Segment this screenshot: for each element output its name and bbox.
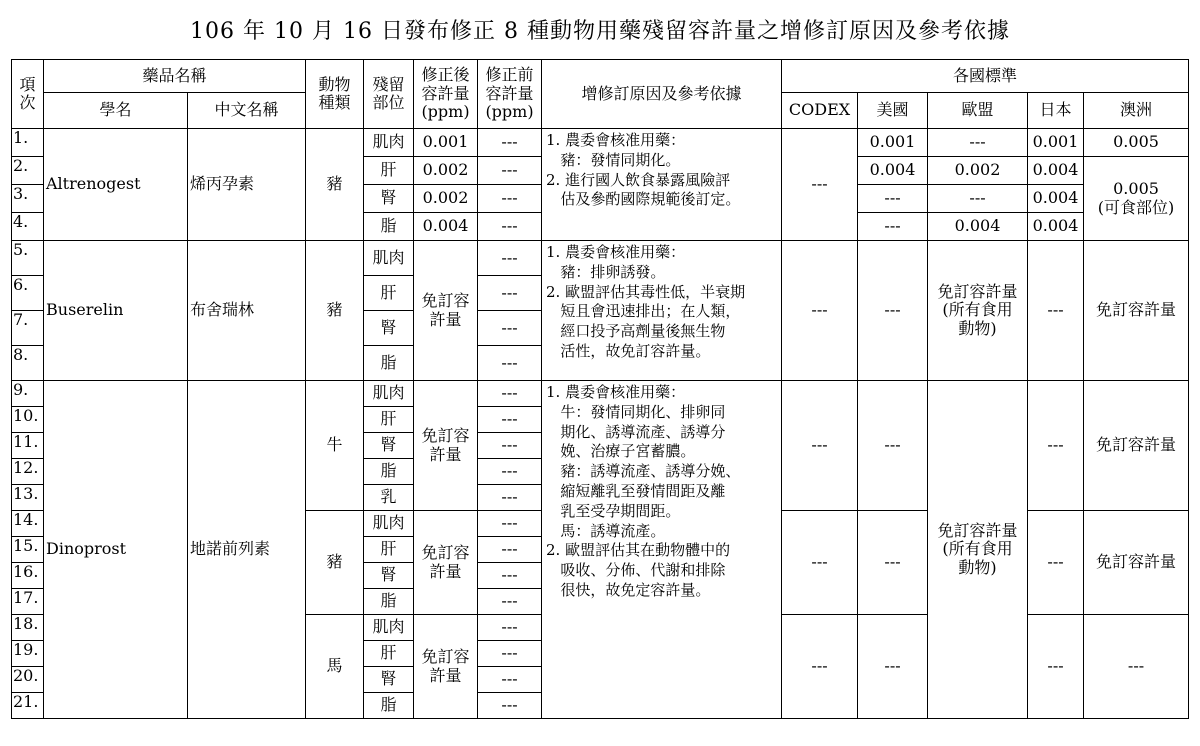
header-eu: 歐盟 xyxy=(928,93,1028,129)
reason-text: 1. 農委會核准用藥： 牛：發情同期化、排卵同 期化、誘導流產、誘導分 娩、治療子宮蓄膿。 豬：誘導流產、誘導分娩、 縮短離乳至發情間距及離 乳至受孕期間距。 馬：誘導流產。 2. 歐盟評估其在動物體中的 吸收、分佈、代謝和排除 很快，故免定容許量。 xyxy=(542,381,782,719)
jp-value: --- xyxy=(1028,241,1084,381)
row-number: 18. xyxy=(12,615,44,641)
part: 肌肉 xyxy=(364,615,414,641)
document-title: 106 年 10 月 16 日發布修正 8 種動物用藥殘留容許量之增修訂原因及參考依據 xyxy=(190,19,1010,44)
part: 脂 xyxy=(364,589,414,615)
reason-text: 1. 農委會核准用藥： 豬：發情同期化。 2. 進行國人飲食暴露風險評 估及參酌國際規範後訂定。 xyxy=(542,129,782,241)
part: 脂 xyxy=(364,213,414,241)
cn-name: 地諾前列素 xyxy=(188,381,306,719)
header-drug-name: 藥品名稱 xyxy=(44,60,306,93)
us-value: --- xyxy=(858,511,928,615)
us-value: --- xyxy=(858,213,928,241)
eu-value: 免訂容許量 (所有食用 動物) xyxy=(928,381,1028,719)
before-value: --- xyxy=(478,537,542,563)
sci-name: Buserelin xyxy=(44,241,188,381)
us-value: --- xyxy=(858,185,928,213)
part: 脂 xyxy=(364,693,414,719)
au-value: 免訂容許量 xyxy=(1084,381,1189,511)
before-value: --- xyxy=(478,185,542,213)
jp-value: --- xyxy=(1028,381,1084,511)
eu-value: 0.002 xyxy=(928,157,1028,185)
row-number: 13. xyxy=(12,485,44,511)
residue-table xyxy=(11,59,1189,719)
before-value: --- xyxy=(478,667,542,693)
part: 肝 xyxy=(364,537,414,563)
codex-value: --- xyxy=(782,129,858,241)
eu-value: --- xyxy=(928,185,1028,213)
after-value: 0.002 xyxy=(414,185,478,213)
au-value: --- xyxy=(1084,615,1189,719)
part: 肌肉 xyxy=(364,129,414,157)
part: 腎 xyxy=(364,185,414,213)
jp-value: 0.004 xyxy=(1028,157,1084,185)
eu-value: --- xyxy=(928,129,1028,157)
part: 肌肉 xyxy=(364,241,414,276)
us-value: --- xyxy=(858,381,928,511)
codex-value: --- xyxy=(782,511,858,615)
part: 肌肉 xyxy=(364,511,414,537)
jp-value: 0.004 xyxy=(1028,185,1084,213)
after-value: 0.004 xyxy=(414,213,478,241)
header-after: 修正後 容許量 (ppm) xyxy=(414,60,478,129)
before-value: --- xyxy=(478,241,542,276)
after-value: 免訂容 許量 xyxy=(414,615,478,719)
before-value: --- xyxy=(478,615,542,641)
row-number: 20. xyxy=(12,667,44,693)
before-value: --- xyxy=(478,511,542,537)
au-value: 免訂容許量 xyxy=(1084,241,1189,381)
after-value: 0.002 xyxy=(414,157,478,185)
part: 肝 xyxy=(364,276,414,311)
au-value: 0.005 (可食部位) xyxy=(1084,157,1189,241)
header-item: 項 次 xyxy=(12,60,44,129)
eu-value: 0.004 xyxy=(928,213,1028,241)
row-number: 14. xyxy=(12,511,44,537)
us-value: --- xyxy=(858,615,928,719)
header-codex: CODEX xyxy=(782,93,858,129)
species: 豬 xyxy=(306,129,364,241)
before-value: --- xyxy=(478,407,542,433)
part: 腎 xyxy=(364,311,414,346)
before-value: --- xyxy=(478,276,542,311)
before-value: --- xyxy=(478,346,542,381)
header-jp: 日本 xyxy=(1028,93,1084,129)
row-number: 21. xyxy=(12,693,44,719)
species: 牛 xyxy=(306,381,364,511)
part: 肌肉 xyxy=(364,381,414,407)
part: 肝 xyxy=(364,157,414,185)
row-number: 1. xyxy=(12,129,44,157)
jp-value: --- xyxy=(1028,615,1084,719)
reason-text: 1. 農委會核准用藥： 豬：排卵誘發。 2. 歐盟評估其毒性低，半衰期 短且會迅速排出；在人類， 經口投予高劑量後無生物 活性，故免訂容許量。 xyxy=(542,241,782,381)
sci-name: Altrenogest xyxy=(44,129,188,241)
header-reason: 增修訂原因及參考依據 xyxy=(542,60,782,129)
table-row xyxy=(12,381,1189,407)
part: 脂 xyxy=(364,346,414,381)
au-value: 免訂容許量 xyxy=(1084,511,1189,615)
us-value: 0.004 xyxy=(858,157,928,185)
before-value: --- xyxy=(478,641,542,667)
part: 乳 xyxy=(364,485,414,511)
row-number: 16. xyxy=(12,563,44,589)
codex-value: --- xyxy=(782,615,858,719)
after-value: 免訂容 許量 xyxy=(414,241,478,381)
after-value: 免訂容 許量 xyxy=(414,511,478,615)
sci-name: Dinoprost xyxy=(44,381,188,719)
cn-name: 布舍瑞林 xyxy=(188,241,306,381)
jp-value: 0.001 xyxy=(1028,129,1084,157)
table-row xyxy=(12,129,1189,157)
codex-value: --- xyxy=(782,381,858,511)
part: 腎 xyxy=(364,433,414,459)
row-number: 17. xyxy=(12,589,44,615)
header-us: 美國 xyxy=(858,93,928,129)
before-value: --- xyxy=(478,311,542,346)
before-value: --- xyxy=(478,563,542,589)
part: 腎 xyxy=(364,563,414,589)
header-part: 殘留 部位 xyxy=(364,60,414,129)
row-number: 5. xyxy=(12,241,44,276)
row-number: 9. xyxy=(12,381,44,407)
jp-value: 0.004 xyxy=(1028,213,1084,241)
us-value: 0.001 xyxy=(858,129,928,157)
before-value: --- xyxy=(478,485,542,511)
row-number: 6. xyxy=(12,276,44,311)
part: 肝 xyxy=(364,407,414,433)
row-number: 4. xyxy=(12,213,44,241)
header-standards: 各國標準 xyxy=(782,60,1189,93)
before-value: --- xyxy=(478,129,542,157)
row-number: 15. xyxy=(12,537,44,563)
us-value: --- xyxy=(858,241,928,381)
row-number: 8. xyxy=(12,346,44,381)
row-number: 7. xyxy=(12,311,44,346)
row-number: 3. xyxy=(12,185,44,213)
row-number: 10. xyxy=(12,407,44,433)
before-value: --- xyxy=(478,459,542,485)
species: 豬 xyxy=(306,241,364,381)
part: 肝 xyxy=(364,641,414,667)
before-value: --- xyxy=(478,381,542,407)
before-value: --- xyxy=(478,693,542,719)
species: 豬 xyxy=(306,511,364,615)
header-sci-name: 學名 xyxy=(44,93,188,129)
before-value: --- xyxy=(478,433,542,459)
row-number: 19. xyxy=(12,641,44,667)
after-value: 0.001 xyxy=(414,129,478,157)
codex-value: --- xyxy=(782,241,858,381)
header-cn-name: 中文名稱 xyxy=(188,93,306,129)
part: 腎 xyxy=(364,667,414,693)
cn-name: 烯丙孕素 xyxy=(188,129,306,241)
header-before: 修正前 容許量 (ppm) xyxy=(478,60,542,129)
row-number: 2. xyxy=(12,157,44,185)
before-value: --- xyxy=(478,213,542,241)
row-number: 12. xyxy=(12,459,44,485)
row-number: 11. xyxy=(12,433,44,459)
table-row xyxy=(12,241,1189,276)
species: 馬 xyxy=(306,615,364,719)
part: 脂 xyxy=(364,459,414,485)
eu-value: 免訂容許量 (所有食用 動物) xyxy=(928,241,1028,381)
header-species: 動物 種類 xyxy=(306,60,364,129)
jp-value: --- xyxy=(1028,511,1084,615)
after-value: 免訂容 許量 xyxy=(414,381,478,511)
before-value: --- xyxy=(478,589,542,615)
header-au: 澳洲 xyxy=(1084,93,1189,129)
au-value: 0.005 xyxy=(1084,129,1189,157)
before-value: --- xyxy=(478,157,542,185)
